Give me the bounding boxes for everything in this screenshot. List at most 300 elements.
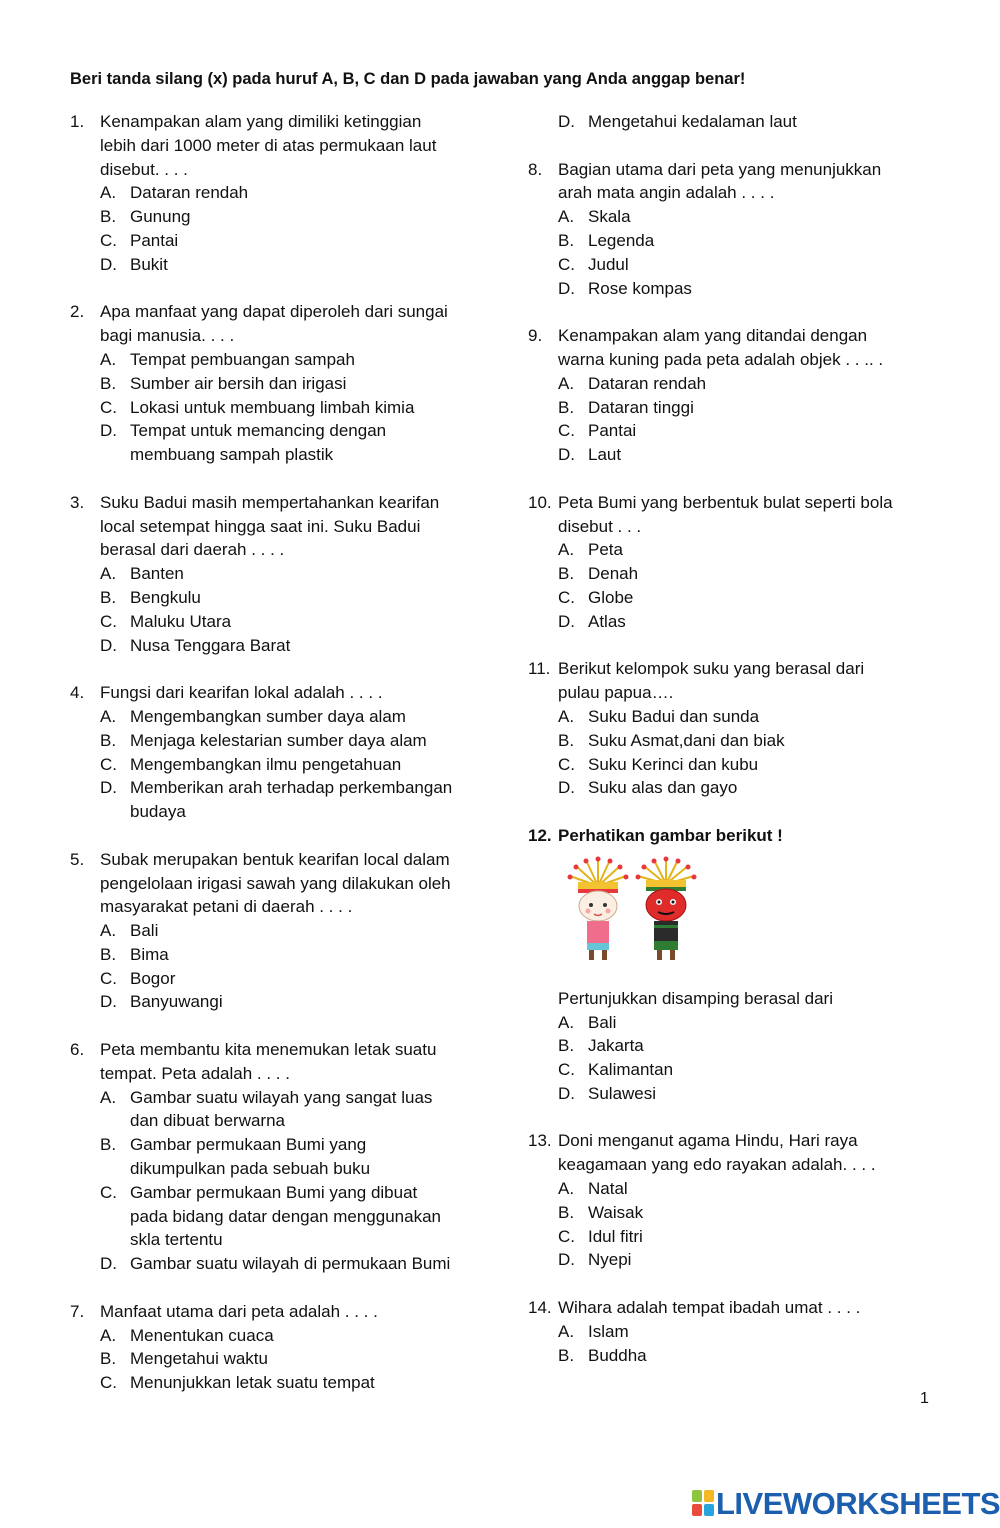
option-letter: B. (100, 944, 117, 964)
option-row (528, 205, 938, 229)
option-item[interactable] (528, 705, 938, 729)
option-letter: B. (100, 587, 117, 607)
left-column (70, 110, 490, 1419)
option-item[interactable] (70, 990, 490, 1014)
question-text: pulau papua…. (558, 683, 674, 703)
question-number: 13. (528, 1131, 552, 1151)
option-row (70, 1324, 490, 1348)
option-row (528, 610, 938, 634)
option-item[interactable] (528, 1225, 938, 1249)
option-item[interactable] (528, 1320, 938, 1344)
option-text: Dataran rendah (588, 373, 707, 393)
page-number: 1 (920, 1390, 929, 1407)
option-row (528, 372, 938, 396)
option-row (70, 419, 490, 443)
option-text: Legenda (588, 230, 655, 250)
male-ondel-ondel (636, 856, 697, 960)
option-item[interactable] (528, 753, 938, 777)
question-text: Wihara adalah tempat ibadah umat . . . . (558, 1298, 861, 1318)
question-spacer (70, 657, 490, 681)
option-letter: B. (558, 230, 575, 250)
option-row[interactable] (528, 110, 938, 134)
option-letter (100, 1157, 130, 1181)
question-block (528, 491, 938, 658)
option-row (70, 1133, 490, 1157)
option-text: Suku Asmat,dani dan biak (588, 730, 785, 750)
option-letter: A. (100, 183, 117, 203)
option-text: Maluku Utara (130, 611, 232, 631)
option-item[interactable] (528, 1248, 938, 1272)
option-letter: A. (100, 706, 117, 726)
question-line (528, 1296, 938, 1320)
option-row (70, 443, 490, 467)
option-item[interactable] (70, 419, 490, 467)
option-text: Laut (588, 445, 622, 465)
option-text: Gambar permukaan Bumi yang (130, 1135, 367, 1155)
option-item[interactable] (70, 729, 490, 753)
right-column (528, 110, 938, 1391)
option-text: Bengkulu (130, 587, 201, 607)
option-letter: A. (100, 349, 117, 369)
option-letter: C. (100, 397, 117, 417)
option-letter: B. (558, 397, 575, 417)
option-row (70, 1109, 490, 1133)
option-row (70, 253, 490, 277)
question-block (70, 1300, 490, 1419)
option-item[interactable] (70, 348, 490, 372)
option-item[interactable] (528, 1344, 938, 1368)
option-item[interactable] (528, 253, 938, 277)
option-letter: A. (558, 1321, 575, 1341)
option-letter: D. (558, 1083, 575, 1103)
option-text: Sumber air bersih dan irigasi (130, 373, 347, 393)
option-letter: A. (558, 706, 575, 726)
question-line (528, 657, 938, 681)
option-row (528, 538, 938, 562)
question-text: local setempat hingga saat ini. Suku Badui (100, 516, 421, 536)
option-text: Sulawesi (588, 1083, 657, 1103)
option-item[interactable] (70, 776, 490, 824)
option-row (70, 586, 490, 610)
question-block (528, 657, 938, 824)
option-item[interactable] (70, 396, 490, 420)
option-item[interactable] (70, 372, 490, 396)
question-number: 12. (528, 825, 552, 845)
option-text: Mengetahui waktu (130, 1349, 268, 1369)
option-letter: A. (558, 373, 575, 393)
option-letter: B. (558, 1036, 575, 1056)
option-text: Gambar suatu wilayah yang sangat luas (130, 1087, 433, 1107)
option-row (70, 229, 490, 253)
option-item[interactable] (70, 181, 490, 205)
option-letter (100, 800, 130, 824)
option-item[interactable] (70, 586, 490, 610)
question-text: Kenampakan alam yang dimiliki ketinggian (100, 112, 422, 131)
option-letter: B. (100, 207, 117, 227)
option-row (70, 1181, 490, 1205)
option-text: Natal (588, 1179, 628, 1199)
option-text: dan dibuat berwarna (130, 1111, 286, 1131)
option-text: Menentukan cuaca (130, 1325, 274, 1345)
question-block (70, 848, 490, 1038)
question-line (70, 300, 490, 324)
option-item[interactable] (528, 229, 938, 253)
option-row (528, 776, 938, 800)
question-spacer (528, 300, 938, 324)
question-number (528, 1153, 558, 1177)
question-line (70, 515, 490, 539)
instruction-heading: Beri tanda silang (x) pada huruf A, B, C dan D pada jawaban yang Anda anggap benar! (70, 70, 746, 88)
option-item[interactable] (70, 1324, 490, 1348)
option-letter: A. (558, 207, 575, 227)
question-text: Peta Bumi yang berbentuk bulat seperti bola (558, 492, 893, 512)
option-row (528, 419, 938, 443)
option-item[interactable] (528, 729, 938, 753)
option-letter: D. (558, 1250, 575, 1270)
question-number (70, 158, 100, 182)
option-row[interactable] (528, 1034, 938, 1058)
question-spacer (70, 277, 490, 301)
question-number: 4. (70, 683, 85, 703)
question-number (70, 872, 100, 896)
option-row (70, 1086, 490, 1110)
option-letter: B. (558, 730, 575, 750)
option-letter: A. (100, 1325, 117, 1345)
option-row (70, 372, 490, 396)
question-line (528, 681, 938, 705)
question-block (528, 1129, 938, 1296)
option-letter (100, 1228, 130, 1252)
question-line (70, 681, 490, 705)
question-number (70, 515, 100, 539)
question-block (70, 1038, 490, 1300)
option-item[interactable] (70, 253, 490, 277)
question-block (528, 1296, 938, 1391)
option-item[interactable] (70, 1133, 490, 1181)
question-text: Peta membantu kita menemukan letak suatu (100, 1040, 437, 1060)
option-item[interactable] (70, 967, 490, 991)
option-row (70, 562, 490, 586)
option-letter: D. (558, 278, 575, 298)
option-text: Suku Badui dan sunda (588, 706, 760, 726)
question-text: disebut. . . . (100, 159, 188, 179)
questions-8-11 (528, 158, 938, 824)
question-text: lebih dari 1000 meter di atas permukaan laut (100, 135, 437, 155)
option-text: Skala (588, 207, 631, 227)
option-letter (100, 443, 130, 467)
question-line (70, 110, 490, 134)
option-row (528, 443, 938, 467)
option-text: Pantai (588, 421, 637, 441)
option-item[interactable] (70, 634, 490, 658)
question-text: arah mata angin adalah . . . . (558, 183, 775, 203)
question-line (70, 158, 490, 182)
option-row[interactable] (528, 1011, 938, 1035)
option-row (528, 753, 938, 777)
option-item[interactable] (528, 372, 938, 396)
option-text: Menunjukkan letak suatu tempat (130, 1373, 375, 1393)
option-text: Denah (588, 564, 639, 584)
question-line (528, 324, 938, 348)
option-letter: C. (558, 587, 575, 607)
liveworksheets-logo (692, 1486, 1000, 1522)
question-number: 7. (70, 1301, 85, 1321)
question-text: berasal dari daerah . . . . (100, 540, 285, 560)
question-spacer (70, 1014, 490, 1038)
option-letter: C. (100, 754, 117, 774)
question-line (70, 1038, 490, 1062)
option-text: Kalimantan (588, 1060, 674, 1080)
option-item[interactable] (528, 443, 938, 467)
female-ondel-ondel (568, 856, 629, 960)
option-row (70, 753, 490, 777)
question-number: 9. (528, 326, 543, 346)
question-spacer (528, 800, 938, 824)
question-spacer (528, 634, 938, 658)
option-text: Banyuwangi (130, 992, 223, 1012)
option-item[interactable] (70, 229, 490, 253)
option-item[interactable] (528, 419, 938, 443)
question-number (528, 181, 558, 205)
question-text: pengelolaan irigasi sawah yang dilakukan oleh (100, 873, 451, 893)
option-row (70, 705, 490, 729)
option-item[interactable] (528, 610, 938, 634)
option-row[interactable] (528, 1058, 938, 1082)
option-row (70, 634, 490, 658)
option-text: Rose kompas (588, 278, 692, 298)
option-letter: B. (558, 1202, 575, 1222)
question-block (70, 681, 490, 848)
question-line (70, 538, 490, 562)
option-text: Mengetahui kedalaman laut (588, 112, 797, 131)
option-letter: A. (100, 921, 117, 941)
question-number: 8. (528, 159, 543, 179)
question-text: disebut . . . (558, 516, 642, 536)
option-text: Globe (588, 587, 634, 607)
option-row[interactable] (528, 1082, 938, 1106)
logo-text: LIVEWORKSHEETS (716, 1486, 1000, 1521)
question-line (70, 872, 490, 896)
option-item[interactable] (528, 205, 938, 229)
question-12 (528, 824, 938, 1130)
question-line (528, 491, 938, 515)
option-text: membuang sampah plastik (130, 445, 334, 465)
option-text: Waisak (588, 1202, 644, 1222)
option-item[interactable] (70, 1181, 490, 1252)
question-spacer (70, 1395, 490, 1419)
option-row (528, 1201, 938, 1225)
option-row (70, 729, 490, 753)
option-letter: C. (558, 1226, 575, 1246)
option-letter: D. (558, 778, 575, 798)
option-row (70, 610, 490, 634)
option-row (70, 1205, 490, 1229)
question-number (70, 1062, 100, 1086)
question-spacer (70, 1276, 490, 1300)
question-text: Kenampakan alam yang ditandai dengan (558, 326, 868, 346)
question-number (70, 895, 100, 919)
option-text: Tempat pembuangan sampah (130, 349, 355, 369)
option-letter: B. (100, 730, 117, 750)
question-line (528, 1129, 938, 1153)
option-row (528, 1225, 938, 1249)
option-text: Jakarta (588, 1036, 644, 1056)
option-text: Buddha (588, 1345, 647, 1365)
question-text: Berikut kelompok suku yang berasal dari (558, 659, 865, 679)
question-number: 14. (528, 1298, 552, 1318)
option-text: Nyepi (588, 1250, 632, 1270)
option-text: skla tertentu (130, 1230, 223, 1250)
option-item[interactable] (70, 205, 490, 229)
option-row (70, 1228, 490, 1252)
option-item[interactable] (70, 1347, 490, 1371)
question-line (70, 134, 490, 158)
question-line (70, 848, 490, 872)
option-item[interactable] (70, 705, 490, 729)
option-row (528, 253, 938, 277)
option-letter: D. (100, 635, 117, 655)
option-text: Lokasi untuk membuang limbah kimia (130, 397, 415, 417)
option-letter: D. (558, 112, 575, 131)
question-number: 6. (70, 1040, 85, 1060)
question-block (70, 110, 490, 300)
option-text: Nusa Tenggara Barat (130, 635, 291, 655)
question-line (70, 1300, 490, 1324)
question-number (528, 348, 558, 372)
option-item[interactable] (70, 610, 490, 634)
option-letter: C. (100, 968, 117, 988)
option-row (528, 586, 938, 610)
option-item[interactable] (70, 1252, 490, 1276)
option-letter: C. (558, 421, 575, 441)
option-letter: B. (558, 564, 575, 584)
option-text: Suku alas dan gayo (588, 778, 738, 798)
question-spacer (528, 1272, 938, 1296)
option-letter: C. (100, 230, 117, 250)
option-letter: B. (100, 1349, 117, 1369)
option-row (70, 205, 490, 229)
option-item[interactable] (528, 562, 938, 586)
option-text: Memberikan arah terhadap perkembangan (130, 778, 453, 798)
option-letter: C. (558, 1060, 575, 1080)
question-text: warna kuning pada peta adalah objek . . .. . (558, 349, 884, 369)
option-text: Gambar permukaan Bumi yang dibuat (130, 1182, 418, 1202)
option-text: Bima (130, 944, 169, 964)
option-item[interactable] (528, 277, 938, 301)
question-line (70, 491, 490, 515)
option-item[interactable] (70, 1371, 490, 1395)
option-text: Bogor (130, 968, 176, 988)
option-item[interactable] (70, 943, 490, 967)
option-letter: B. (100, 373, 117, 393)
question-caption: Pertunjukkan disamping berasal dari (558, 988, 833, 1008)
option-text: Atlas (588, 611, 626, 631)
option-letter: D. (558, 445, 575, 465)
question-number (70, 324, 100, 348)
option-item[interactable] (70, 562, 490, 586)
option-text: budaya (130, 802, 186, 822)
question-12-options (528, 1011, 938, 1106)
option-item[interactable] (528, 776, 938, 800)
question-text: Apa manfaat yang dapat diperoleh dari sungai (100, 302, 448, 322)
option-row (70, 990, 490, 1014)
question-text: Bagian utama dari peta yang menunjukkan (558, 159, 882, 179)
question-block (70, 491, 490, 681)
option-letter (100, 1109, 130, 1133)
question-line (70, 324, 490, 348)
option-text: Gunung (130, 207, 191, 227)
question-block (528, 324, 938, 491)
option-text: Gambar suatu wilayah di permukaan Bumi (130, 1254, 451, 1274)
option-letter: A. (100, 564, 117, 584)
question-number: 1. (70, 112, 85, 131)
question-text: Perhatikan gambar berikut ! (558, 825, 783, 845)
question-text: bagi manusia. . . . (100, 326, 235, 346)
option-text: Idul fitri (588, 1226, 643, 1246)
logo-blocks-icon (692, 1490, 716, 1518)
option-row (70, 1347, 490, 1371)
option-text: Banten (130, 564, 184, 584)
question-number (528, 681, 558, 705)
option-row (70, 1371, 490, 1395)
question-spacer (528, 1367, 938, 1391)
option-item[interactable] (70, 1086, 490, 1134)
option-item[interactable] (528, 1177, 938, 1201)
option-text: Dataran tinggi (588, 397, 694, 417)
question-text: Manfaat utama dari peta adalah . . . . (100, 1301, 378, 1321)
option-letter: A. (558, 540, 575, 560)
option-item[interactable] (528, 538, 938, 562)
question-line (70, 895, 490, 919)
option-item[interactable] (70, 753, 490, 777)
option-row (70, 967, 490, 991)
option-text: Mengembangkan ilmu pengetahuan (130, 754, 402, 774)
question-text: keagamaan yang edo rayakan adalah. . . . (558, 1155, 876, 1175)
question-text: masyarakat petani di daerah . . . . (100, 897, 353, 917)
option-item[interactable] (528, 1201, 938, 1225)
question-text: Fungsi dari kearifan lokal adalah . . . . (100, 683, 383, 703)
option-row (528, 562, 938, 586)
question-spacer (70, 467, 490, 491)
option-item[interactable] (70, 919, 490, 943)
option-item[interactable] (528, 586, 938, 610)
question-line (70, 1062, 490, 1086)
option-row (70, 943, 490, 967)
option-row (528, 277, 938, 301)
option-letter: C. (558, 254, 575, 274)
option-letter: D. (100, 992, 117, 1012)
questions-13-14 (528, 1129, 938, 1391)
option-letter: A. (558, 1179, 575, 1199)
option-letter: B. (100, 1135, 117, 1155)
option-letter: D. (100, 1254, 117, 1274)
option-letter: D. (100, 254, 117, 274)
option-text: Islam (588, 1321, 629, 1341)
option-item[interactable] (528, 396, 938, 420)
question-line (528, 515, 938, 539)
question-line (528, 1153, 938, 1177)
question-number: 11. (528, 659, 551, 679)
option-letter: A. (100, 1087, 117, 1107)
question-number (70, 134, 100, 158)
option-text: Pantai (130, 230, 179, 250)
question-block (70, 300, 490, 490)
option-row (528, 729, 938, 753)
option-row (70, 181, 490, 205)
option-row (70, 776, 490, 800)
option-text: Judul (588, 254, 629, 274)
option-row (528, 705, 938, 729)
